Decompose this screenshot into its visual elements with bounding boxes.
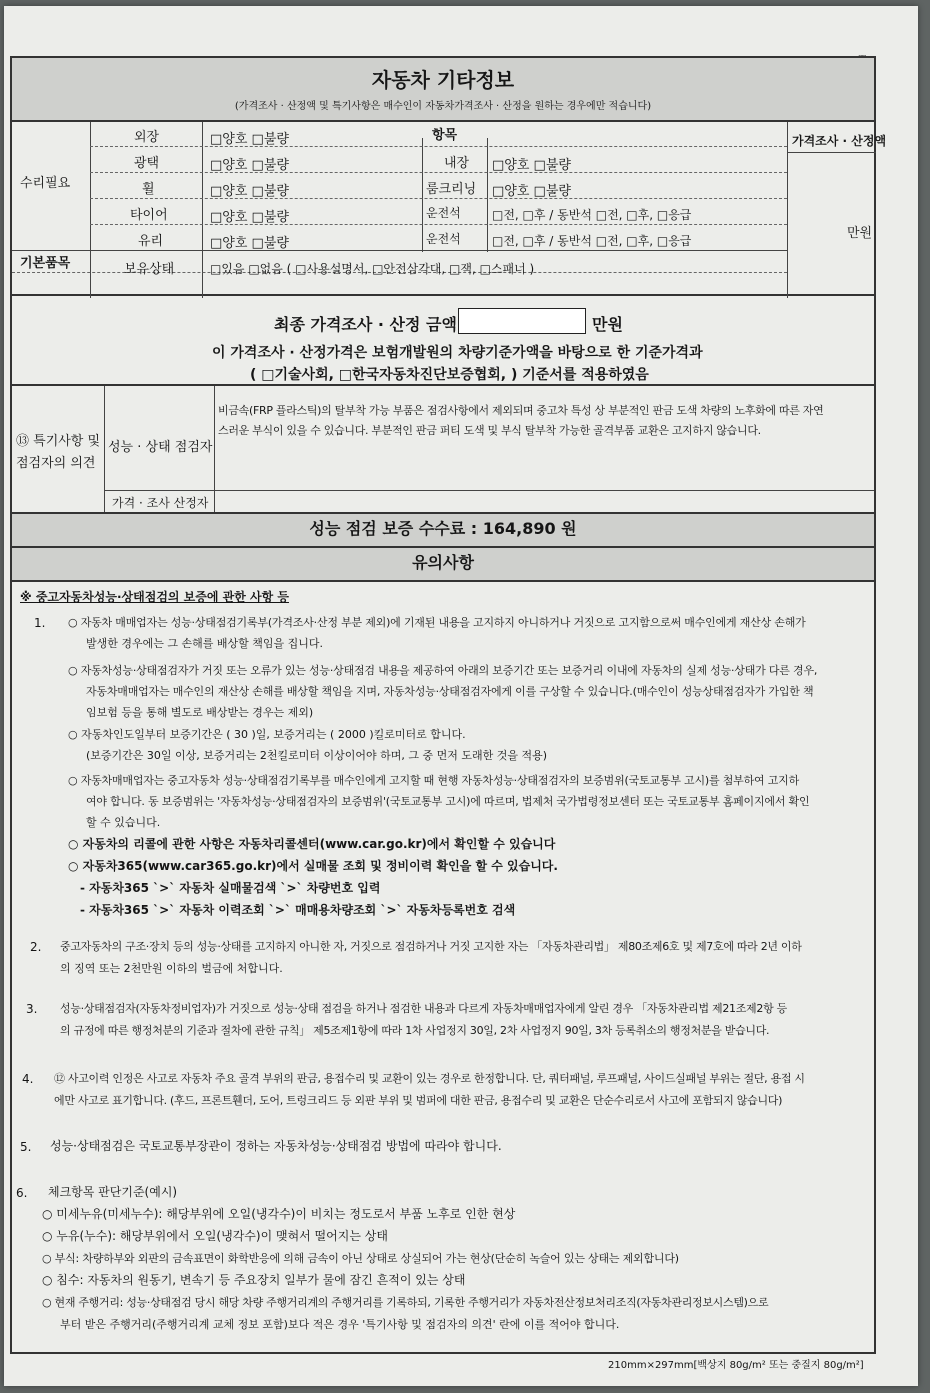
notice-number-5: 5.	[20, 1140, 32, 1154]
document-subtitle: (가격조사 · 산정액 및 특기사항은 매수인이 자동차가격조사 · 산정을 원하는 경우에만 적습니다)	[234, 101, 652, 112]
document-page	[4, 6, 918, 1386]
document-title: 자동차 기타정보	[371, 68, 515, 92]
notice-6-line-2: ○ 미세누유(미세누수): 해당부위에 오일(냉각수)이 비치는 정도로서 부품 노후로 인한 현상	[42, 1207, 516, 1221]
row-label-wheel: 휠	[142, 182, 155, 197]
row-label-interior: 내장	[444, 156, 470, 171]
title-block	[10, 56, 876, 120]
notice-3-line-2: 의 규정에 따른 행정처분의 기준과 절차에 관한 규칙」 제5조제1항에 따라 1차 사업정지 30일, 2차 사업정지 90일, 3차 등록취소의 행정처분을 받습니다.	[60, 1024, 770, 1037]
paper-spec-footer: 210mm×297mm[백상지 80g/m² 또는 중질지 80g/m²]	[608, 1360, 864, 1371]
row-label-driver-seat-2: 운전석	[426, 232, 461, 246]
price-unit: 만원	[847, 226, 873, 241]
price-basis-line-2: ( □기술사회, □한국자동차진단보증협회, ) 기준서를 적용하였음	[250, 367, 649, 383]
notice-6-line-7: 부터 받은 주행거리(주행거리계 교체 정보 포함)보다 적은 경우 '특기사항 및 점검자의 의견' 란에 이를 적어야 합니다.	[60, 1318, 620, 1331]
notice-1-line-10: 할 수 있습니다.	[86, 816, 161, 829]
notice-6-line-5: ○ 침수: 자동차의 원동기, 변속기 등 주요장치 일부가 물에 잠긴 흔적이 있는 상태	[42, 1273, 466, 1287]
notice-1-line-5: 임보험 등을 통해 별도로 배상받는 경우는 제외)	[86, 706, 314, 719]
final-price-block	[10, 294, 876, 386]
notice-subheading: ※ 중고자동차성능·상태점검의 보증에 관한 사항 등	[20, 590, 289, 604]
notice-1-line-7: (보증기간은 30일 이상, 보증거리는 2천킬로미터 이상이어야 하며, 그 중 먼저 도래한 것을 적용)	[86, 749, 548, 762]
final-price-unit: 만원	[592, 315, 623, 334]
row-label-driver-seat-1: 운전석	[426, 206, 461, 220]
notice-1-line-1: ○ 자동차 매매업자는 성능·상태점검기록부(가격조사·산정 부분 제외)에 기재된 내용을 고지하지 아니하거나 거짓으로 고지함으로써 매수인에게 재산상 손해가	[68, 616, 806, 629]
row-options-gloss: □양호 □불량	[210, 158, 289, 173]
row-label-tire: 타이어	[130, 208, 168, 223]
row-options-glass: □양호 □불량	[210, 236, 289, 251]
appraiser-label: 가격 · 조사 산정자	[112, 496, 209, 510]
notice-6-line-1: 체크항목 판단기준(예시)	[48, 1185, 178, 1199]
notice-number-1: 1.	[34, 616, 46, 630]
notice-1-line-13: - 자동차365 `>` 자동차 실매물검색 `>` 차량번호 입력	[80, 881, 381, 895]
notice-1-line-4: 자동차매매업자는 매수인의 재산상 손해를 배상할 책임을 지며, 자동차성능·상태점검자에게 이를 구상할 수 있습니다.(매수인이 성능상태점검자가 가입한 책	[86, 685, 814, 698]
row-label-exterior: 외장	[134, 130, 160, 145]
inspection-fee: 성능 점검 보증 수수료 : 164,890 원	[10, 514, 876, 548]
notice-2-line-1: 중고자동차의 구조·장치 등의 성능·상태를 고지하지 아니한 자, 거짓으로 점검하거나 거짓 고지한 자는 「자동차관리법」 제80조제6호 및 제7호에 따라 2년 이하	[60, 940, 802, 953]
notice-number-3: 3.	[26, 1002, 38, 1016]
final-price-label: 최종 가격조사 · 산정 금액	[274, 315, 457, 334]
row-label-room-cleaning: 룸크리닝	[426, 182, 477, 197]
notice-1-line-11: ○ 자동차의 리콜에 관한 사항은 자동차리콜센터(www.car.go.kr)에서 확인할 수 있습니다	[68, 837, 556, 851]
notice-1-line-8: ○ 자동차매매업자는 중고자동차 성능·상태점검기록부를 매수인에게 고지할 때 현행 자동차성능·상태점검자의 보증범위(국토교통부 고시)를 첨부하여 고지하	[68, 774, 799, 787]
notice-1-line-12: ○ 자동차365(www.car365.go.kr)에서 실매물 조회 및 정비이력 확인을 할 수 있습니다.	[68, 859, 558, 873]
column-header-item: 항목	[432, 128, 458, 143]
notice-6-line-6: ○ 현재 주행거리: 성능·상태점검 당시 해당 차량 주행거리계의 주행거리를 기록하되, 기록한 주행거리가 자동차전산정보처리조직(자동차관리정보시스템)으로	[42, 1296, 769, 1309]
notice-2-line-2: 의 징역 또는 2천만원 이하의 벌금에 처합니다.	[60, 962, 283, 975]
row-options-seat-2: □전, □후 / 동반석 □전, □후, □응급	[492, 234, 692, 248]
row-options-tire: □양호 □불량	[210, 210, 289, 225]
basic-items-label: 기본품목	[20, 256, 71, 271]
notice-title: 유의사항	[10, 548, 876, 582]
notice-5-line-1: 성능·상태점검은 국토교통부장관이 정하는 자동차성능·상태점검 방법에 따라야 합니다.	[50, 1139, 502, 1153]
notice-number-6: 6.	[16, 1186, 28, 1200]
notice-1-line-3: ○ 자동차성능·상태점검자가 거짓 또는 오류가 있는 성능·상태점검 내용을 제공하여 아래의 보증기간 또는 보증거리 이내에 자동차의 실제 성능·상태가 다른 경우,	[68, 664, 818, 677]
notice-body	[10, 582, 876, 1354]
notice-1-line-2: 발생한 경우에는 그 손해를 배상할 책임을 집니다.	[86, 637, 323, 650]
row-options-exterior: □양호 □불량	[210, 132, 289, 147]
notice-1-line-9: 여야 합니다. 동 보증범위는 '자동차성능·상태점검자의 보증범위'(국토교통부 고시)에 따르며, 법제처 국가법령정보센터 또는 국토교통부 홈페이지에서 확인	[86, 795, 810, 808]
inspector-opinion-line-1: 비금속(FRP 플라스틱)의 탈부착 가능 부품은 점검사항에서 제외되며 중고차 특성 상 부분적인 판금 도색 차량의 노후화에 따른 자연	[218, 404, 824, 417]
inspector-opinion-line-2: 스러운 부식이 있을 수 있습니다. 부분적인 판금 퍼티 도색 및 부식 탈부착 가능한 골격부품 교환은 고지하지 않습니다.	[218, 424, 761, 437]
notice-6-line-4: ○ 부식: 차량하부와 외판의 금속표면이 화학반응에 의해 금속이 아닌 상태로 상실되어 가는 현상(단순히 녹슬어 있는 상태는 제외합니다)	[42, 1252, 679, 1265]
row-options-possession: □있음 □없음 ( □사용설명서, □안전삼각대, □잭, □스패너 )	[210, 262, 535, 276]
special-notes-label-1: ⑬ 특기사항 및	[16, 434, 101, 449]
vehicle-condition-table	[10, 120, 887, 296]
special-notes-table	[10, 384, 876, 514]
price-basis-line-1: 이 가격조사 · 산정가격은 보험개발원의 차량기준가액을 바탕으로 한 기준가격과	[212, 345, 703, 361]
row-label-possession: 보유상태	[124, 262, 175, 277]
row-options-wheel: □양호 □불량	[210, 184, 289, 199]
row-options-interior: □양호 □불량	[492, 158, 571, 173]
notice-4-line-1: ⑫ 사고이력 인정은 사고로 자동차 주요 골격 부위의 판금, 용접수리 및 교환이 있는 경우로 한정합니다. 단, 쿼터패널, 루프패널, 사이드실패널 부위는 절단, 용접 시	[54, 1072, 805, 1085]
row-label-glass: 유리	[138, 234, 164, 249]
notice-4-line-2: 에만 사고로 표기합니다. (후드, 프론트휀더, 도어, 트렁크리드 등 외판 부위 및 범퍼에 대한 판금, 용접수리 및 교환은 단순수리로서 사고에 포함되지 않습니다)	[54, 1094, 783, 1107]
special-notes-label-2: 점검자의 의견	[16, 456, 96, 471]
repair-needed-label: 수리필요	[20, 176, 71, 191]
row-label-gloss: 광택	[134, 156, 160, 171]
notice-1-line-14: - 자동차365 `>` 자동차 이력조회 `>` 매매용차량조회 `>` 자동차등록번호 검색	[80, 903, 516, 917]
notice-number-4: 4.	[22, 1072, 34, 1086]
notice-1-line-6: ○ 자동차인도일부터 보증기간은 ( 30 )일, 보증거리는 ( 2000 )킬로미터로 합니다.	[68, 728, 466, 741]
notice-3-line-1: 성능·상태점검자(자동차정비업자)가 거짓으로 성능·상태 점검을 하거나 점검한 내용과 다르게 자동차매매업자에게 알린 경우 「자동차관리법 제21조제2항 등	[60, 1002, 787, 1015]
row-options-seat-1: □전, □후 / 동반석 □전, □후, □응급	[492, 208, 692, 222]
notice-number-2: 2.	[30, 940, 42, 954]
inspector-label: 성능 · 상태 점검자	[108, 440, 213, 455]
column-header-price: 가격조사 · 산정액	[792, 134, 887, 148]
row-options-room-cleaning: □양호 □불량	[492, 184, 571, 199]
final-price-box[interactable]	[458, 308, 586, 334]
notice-6-line-3: ○ 누유(누수): 해당부위에서 오일(냉각수)이 맺혀서 떨어지는 상태	[42, 1229, 388, 1243]
